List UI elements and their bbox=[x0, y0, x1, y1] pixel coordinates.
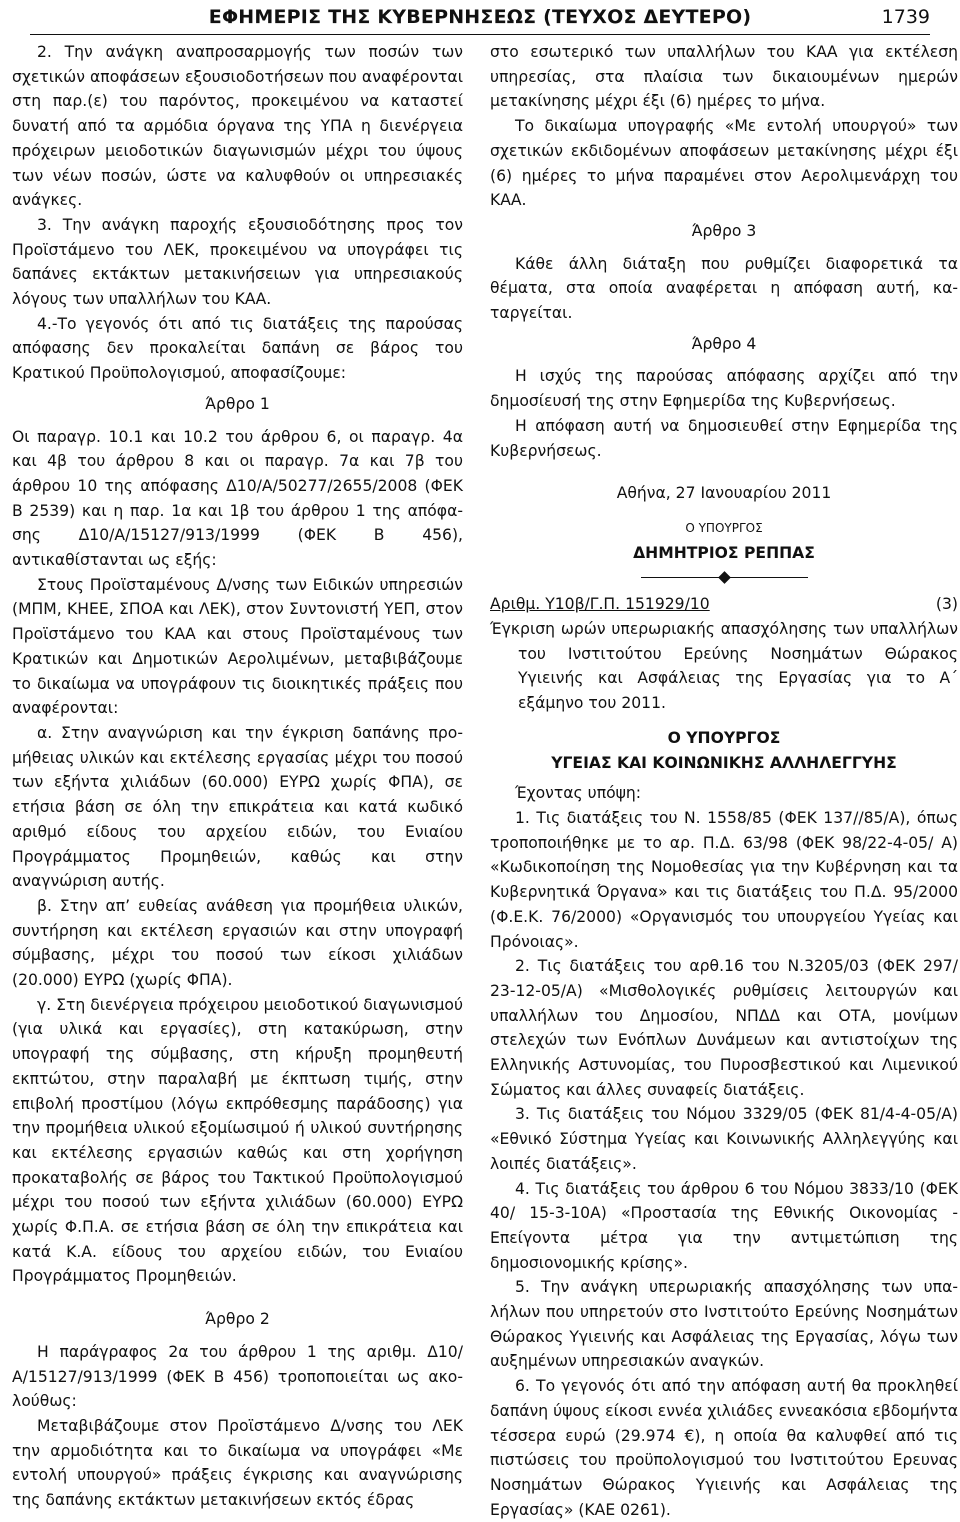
diamond-icon bbox=[718, 571, 731, 584]
having-regard: Έχοντας υπόψη: bbox=[515, 784, 642, 803]
article-heading: Άρθρο 3 bbox=[691, 221, 757, 240]
paragraph: Η παράγραφος 2α του άρθρου 1 της αριθμ. Δ10/ Α/15127/913/1999 (ΦΕΚ Β 456) τροποποιείται ως ακολούθως: bbox=[12, 1342, 463, 1411]
signatory-name: ΔΗΜΗΤΡΙΟΣ ΡΕΠΠΑΣ bbox=[633, 543, 815, 562]
paragraph: α. Στην αναγνώριση και την έγκριση δαπάνης προμήθειας υλικών και εκτέλεσης εργασίας μέχρι του ποσού των εξήντα χιλιάδων (60.000) ΕΥΡΩ χωρίς ΦΠΑ), σε ετήσια βάση σε όλη την επικράτεια και κατά κωδικό αριθμό είδους του αρχείου ειδών, του Ενιαίου Προγράμματος Προμηθειών, καθώς και στην αναγνώριση αυτής. bbox=[12, 723, 463, 891]
ministry-title: Ο ΥΠΟΥΡΓΟΣ bbox=[667, 728, 781, 747]
recital: 5. Την ανάγκη υπερωριακής απασχόλησης των υπαλήλων που υπηρετούν στο Ινστιτούτο Ερεύνης Νοσημάτων Θώρακος Υγιεινής και Ασφάλειας της Εργασίας, λόγω των αυξημένων υπηρεσιακών αναγκών. bbox=[490, 1278, 958, 1371]
paragraph: Κάθε άλλη διάταξη που ρυθμίζει διαφορετικά τα θέματα, στα οποία αναφέρεται η απόφαση αυτή, καταργείται. bbox=[490, 254, 958, 323]
paragraph: 2. Την ανάγκη αναπροσαρμογής των ποσών των σχετικών αποφάσεων εξουσιοδοτήσεων που αναφέρονται στη παρ.(ε) του παρόντος, προκειμένου να καταστεί δυνατή από τα αρμόδια όργανα της ΥΠΑ η διενέργεια πρόχειρων μειοδοτικών διαγωνισμών μέχρι του ύψους των νέων ποσών, ώστε να καλυφθούν οι υπηρεσιακές ανάγκες. bbox=[12, 43, 463, 210]
place-date: Αθήνα, 27 Ιανουαρίου 2011 bbox=[616, 484, 832, 503]
decision-header bbox=[490, 592, 958, 617]
paragraph: Το δικαίωμα υπογραφής «Με εντολή υπουργού» των σχετικών εκδιδομένων αποφάσεων μετακίνησης μέχρι έξι (6) ημέρες το μήνα παραμένει στον Αερολιμενάρχη του ΚΑΑ. bbox=[490, 117, 958, 210]
article-heading: Άρθρο 2 bbox=[205, 1310, 270, 1329]
decision-title: Έγκριση ωρών υπερωριακής απασχόλησης των υπαλλήλων του Ινστιτούτου Ερεύνης Νοσημάτων Θώρακος Υγιεινής και Ασφάλειας της Εργασίας για το Α΄ εξάμηνο του 2011. bbox=[490, 620, 958, 713]
paragraph: γ. Στη διενέργεια πρόχειρου μειοδοτικού διαγωνισμού (για υλικά και εργασίες), στη κατακύρωση, στην υπογραφή της σύμβασης, στη κήρυξη προμηθευτή εκπτώτου, στην παραλαβή με έκπτωση τιμής, στην επιβολή προστίμου (λόγω εκπρόθεσμης παράδοσης) για την προμήθεια υλικού εξομίωσιμού ή υλικού συντήρησης και εκτέλεσης εργασιών καθώς και στη χορήγηση προκαταβολής σε βάρος του Τακτικού Προϋπολογισμού μέχρι του ποσού των εξήντα χιλιάδων (60.000) ΕΥΡΩ χωρίς Φ.Π.Α. σε ετήσια βάση σε όλη την επικράτεια και κατά Κ.Α. είδους του αρχείου ειδών, του Ενιαίου Προγράμματος Προμηθειών. bbox=[12, 995, 463, 1286]
recital: 6. Το γεγονός ότι από την απόφαση αυτή θα προκληθεί δαπάνη ύψους είκοσι εννέα χιλιάδες εννεακόσια εβδομήντα τέσσερα ευρώ (29.974 €), η οποία θα καλυφθεί από τις πιστώσεις του προϋπολογισμού του Ινστιτούτου Ερευνας Νοσημάτων Θώρακος Υγιεινής και Ασφάλειας της Εργασίας» (ΚΑΕ 0261). bbox=[490, 1377, 958, 1519]
decision-id: Αριθμ. Υ10β/Γ.Π. 151929/10 bbox=[490, 595, 710, 614]
left-column bbox=[12, 40, 463, 1513]
signatory-title: Ο ΥΠΟΥΡΓΟΣ bbox=[685, 520, 763, 535]
paragraph: Η απόφαση αυτή να δημοσιευθεί στην Εφημερίδα της Κυβερνήσεως. bbox=[490, 416, 958, 460]
paragraph: στο εσωτερικό των υπαλλήλων του ΚΑΑ για εκτέλεση υπηρεσίας, στα πλαίσια των δικαιουμένων ημερών μετακίνησης μέχρι έξι (6) ημέρες το μήνα. bbox=[490, 43, 958, 111]
page-number: 1739 bbox=[881, 6, 930, 28]
recital: 3. Τις διατάξεις του Νόμου 3329/05 (ΦΕΚ 81/4-4-05/Α) «Εθνικό Σύστημα Υγείας και Κοινωνικής Αλληλεγγύης και λοιπές διατάξεις». bbox=[490, 1105, 958, 1173]
recital: 4. Τις διατάξεις του άρθρου 6 του Νόμου 3833/10 (ΦΕΚ 40/ 15-3-10Α) «Προστασία της Εθνικής Οικονομίας - Επείγοντα μέτρα για την αντιμετώπιση της δημοσιονομικής κρίσης». bbox=[490, 1179, 958, 1272]
ministry-name: ΥΓΕΙΑΣ ΚΑΙ ΚΟΙΝΩΝΙΚΗΣ ΑΛΛΗΛΕΓΓΥΗΣ bbox=[551, 753, 897, 772]
article-heading: Άρθρο 4 bbox=[691, 334, 757, 353]
recital: 1. Τις διατάξεις του Ν. 1558/85 (ΦΕΚ 137//85/Α), όπως τροποποιήθηκε με το αρ. Π.Δ. 63/98 (ΦΕΚ 98/22-4-05/ Α) «Κωδικοποίηση της Νομοθεσίας για την Κυβέρνηση και τα Κυβερνητικά Όργανα» και τις διατάξεις του Π.Δ. 95/2000 (Φ.Ε.Κ. 76/2000) «Οργανισμός του υπουργείου Υγείας και Πρόνοιας». bbox=[490, 808, 958, 951]
paragraph: Η ισχύς της παρούσας απόφασης αρχίζει από την δημοσίευσή της στην Εφημερίδα της Κυβερνήσεως. bbox=[490, 367, 958, 411]
section-divider bbox=[490, 573, 958, 582]
gazette-title: ΕΦΗΜΕΡΙΣ ΤΗΣ ΚΥΒΕΡΝΗΣΕΩΣ (ΤΕΥΧΟΣ ΔΕΥΤΕΡΟ) bbox=[208, 6, 752, 28]
paragraph: 3. Την ανάγκη παροχής εξουσιοδότησης προς τον Προϊστάμενο του ΛΕΚ, προκειμένου να υπογράφει τις δαπάνες εκτάκτων μετακινήσειων για υπηρεσιακούς λόγους των υπαλλήλων του ΚΑΑ. bbox=[12, 215, 463, 309]
page-header bbox=[30, 0, 930, 35]
recital: 2. Τις διατάξεις του αρθ.16 του Ν.3205/03 (ΦΕΚ 297/ 23-12-05/Α) «Μισθολογικές ρυθμίσεις λειτουργών και υπαλλήλων του Δημοσίου, ΝΠΔΔ και ΟΤΑ, μονίμων στελεχών των Ενόπλων Δυνάμεων και αντιστοίχων της Ελληνικής Αστυνομίας, του Πυροσβεστικού και Λιμενικού Σώματος και άλλες συναφείς διατάξεις. bbox=[490, 957, 958, 1099]
decision-number: (3) bbox=[935, 595, 958, 614]
paragraph: Μεταβιβάζουμε στον Προϊστάμενο Δ/νσης του ΛΕΚ την αρμοδιότητα και το δικαίωμα να υπογράφει «Με εντολή υπουργού» πράξεις έγκρισης και αναγνώρισης της δαπάνης εκτάκτων μετακινήσεων εκτός έδρας bbox=[12, 1416, 463, 1510]
paragraph: Οι παραγρ. 10.1 και 10.2 του άρθρου 6, οι παραγρ. 4α και 4β του άρθρου 8 και οι παραγρ. 7α και 7β του άρθρου 10 της απόφασης Δ10/Α/50277/2655/2008 (ΦΕΚ Β 2539) και η παρ. 1α και 1β του άρθρου 1 της απόφασης Δ10/Α/15127/913/1999 (ΦΕΚ Β 456), αντικαθίστανται ως εξής: bbox=[12, 427, 463, 570]
paragraph: 4.-Το γεγονός ότι από τις διατάξεις της παρούσας απόφασης δεν προκαλείται δαπάνη σε βάρος του Κρατικού Προϋπολογισμού, αποφασίζουμε: bbox=[12, 314, 463, 383]
right-column bbox=[490, 40, 958, 1522]
article-heading: Άρθρο 1 bbox=[205, 394, 270, 413]
paragraph: β. Στην απ’ ευθείας ανάθεση για προμήθεια υλικών, συντήρηση και εκτέλεση εργασιών και στην υπογραφή σύμβασης, μέχρι του ποσού των είκοσι χιλιάδων (20.000) ΕΥΡΩ (χωρίς ΦΠΑ). bbox=[12, 896, 463, 990]
paragraph: Στους Προϊσταμένους Δ/νσης των Ειδικών υπηρεσιών (ΜΠΜ, ΚΗΕΕ, ΣΠΟΑ και ΛΕΚ), στον Συντονιστή ΥΕΠ, στον Προϊστάμενο του ΚΑΑ και στους Προϊσταμένους των Κρατικών και Δημοτικών Αερολιμένων, μεταβιβάζουμε το δικαίωμα να υπογράφουν τις διοικητικές πράξεις που αναφέρονται: bbox=[12, 575, 463, 718]
